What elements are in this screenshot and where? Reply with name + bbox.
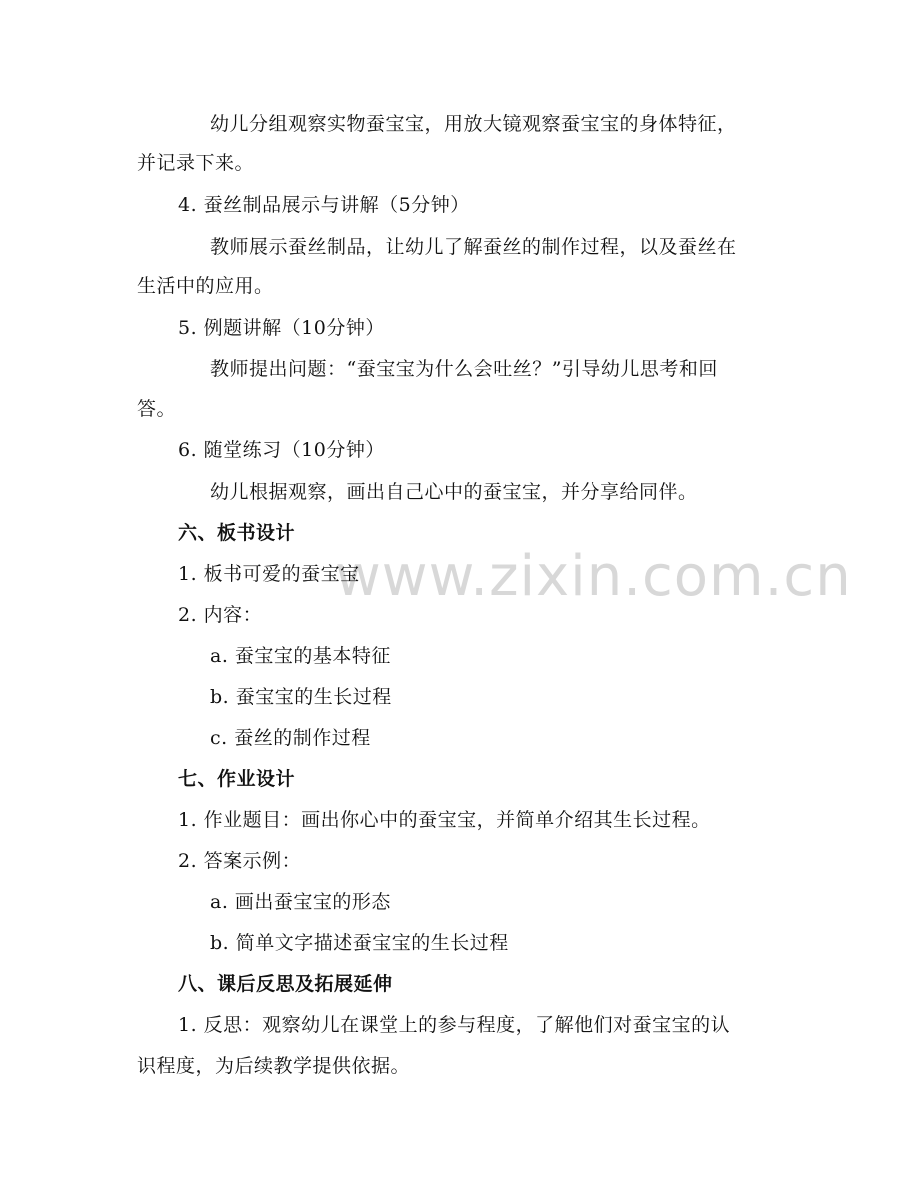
board-subitem-b: b. 蚕宝宝的生长过程 [210,686,392,708]
paragraph-line-practice: 幼儿根据观察，画出自己心中的蚕宝宝，并分享给同伴。 [210,481,698,503]
reflection-line-1: 1. 反思：观察幼儿在课堂上的参与程度，了解他们对蚕宝宝的认 [178,1014,731,1036]
homework-item-1: 1. 作业题目：画出你心中的蚕宝宝，并简单介绍其生长过程。 [178,809,711,831]
step-5-title: 5. 例题讲解（10分钟） [178,317,385,339]
watermark-text: www.zixin.com.cn [335,544,852,609]
paragraph-line-observe-2: 并记录下来。 [137,152,255,174]
paragraph-line-question-2: 答。 [137,398,177,420]
paragraph-line-question-1: 教师提出问题：“蚕宝宝为什么会吐丝？”引导幼儿思考和回 [210,358,718,380]
step-4-title: 4. 蚕丝制品展示与讲解（5分钟） [178,194,470,216]
homework-subitem-a: a. 画出蚕宝宝的形态 [210,891,391,913]
paragraph-line-observe-1: 幼儿分组观察实物蚕宝宝，用放大镜观察蚕宝宝的身体特征， [210,113,737,135]
board-subitem-c: c. 蚕丝的制作过程 [210,727,371,749]
paragraph-line-silk-2: 生活中的应用。 [137,275,274,297]
section-heading-homework: 七、作业设计 [178,768,296,790]
board-item-2: 2. 内容： [178,604,263,626]
section-heading-reflection: 八、课后反思及拓展延伸 [178,973,393,995]
reflection-line-2: 识程度，为后续教学提供依据。 [137,1055,411,1077]
section-heading-board-design: 六、板书设计 [178,522,296,544]
paragraph-line-silk-1: 教师展示蚕丝制品，让幼儿了解蚕丝的制作过程，以及蚕丝在 [210,236,737,258]
step-6-title: 6. 随堂练习（10分钟） [178,439,385,461]
board-item-1: 1. 板书可爱的蚕宝宝 [178,563,360,585]
homework-subitem-b: b. 简单文字描述蚕宝宝的生长过程 [210,932,509,954]
homework-item-2: 2. 答案示例： [178,850,302,872]
board-subitem-a: a. 蚕宝宝的基本特征 [210,645,391,667]
